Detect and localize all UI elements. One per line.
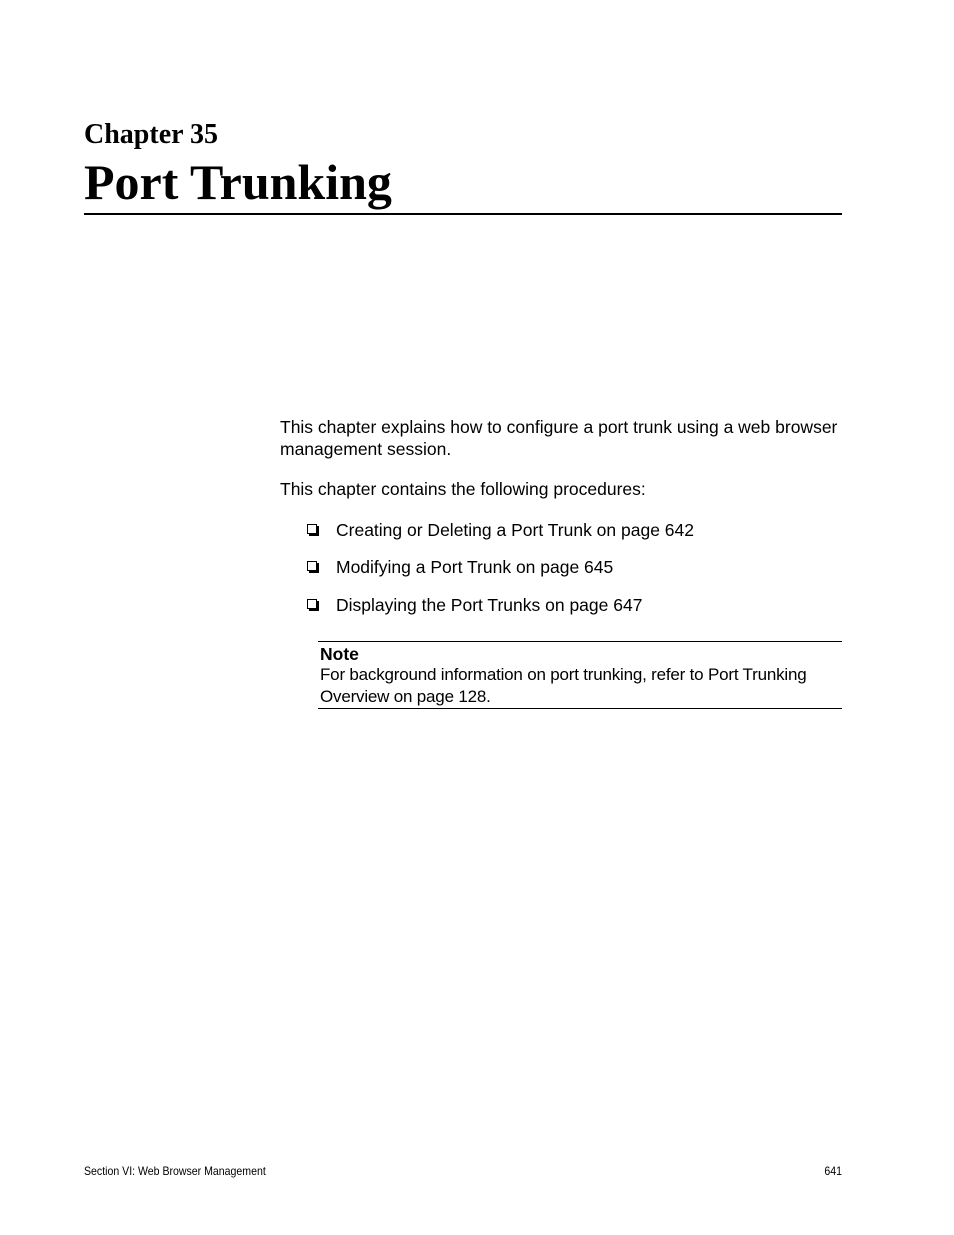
procedure-link[interactable]: Displaying the Port Trunks on page 647 bbox=[336, 595, 643, 615]
procedures-intro: This chapter contains the following procedures: bbox=[280, 479, 646, 499]
procedure-item bbox=[307, 594, 847, 616]
chapter-label: Chapter 35 bbox=[84, 119, 219, 150]
chapter-title: Port Trunking bbox=[84, 154, 392, 210]
note-heading: Note bbox=[320, 644, 359, 664]
footer-page-number: 641 bbox=[824, 1164, 842, 1178]
procedure-item bbox=[307, 556, 847, 578]
checkbox-icon bbox=[307, 524, 317, 534]
footer-section: Section VI: Web Browser Management bbox=[84, 1164, 266, 1178]
title-rule bbox=[84, 213, 842, 215]
checkbox-icon bbox=[307, 561, 317, 571]
checkbox-icon bbox=[307, 599, 317, 609]
intro-paragraph: This chapter explains how to configure a port trunk using a web browser management session. bbox=[280, 417, 838, 459]
note-text: For background information on port trunking, refer to Port Trunking Overview on page 128. bbox=[320, 665, 807, 706]
procedure-link[interactable]: Modifying a Port Trunk on page 645 bbox=[336, 557, 614, 577]
note-box bbox=[318, 641, 842, 709]
procedure-link[interactable]: Creating or Deleting a Port Trunk on page 642 bbox=[336, 520, 694, 540]
procedure-item bbox=[307, 519, 847, 541]
